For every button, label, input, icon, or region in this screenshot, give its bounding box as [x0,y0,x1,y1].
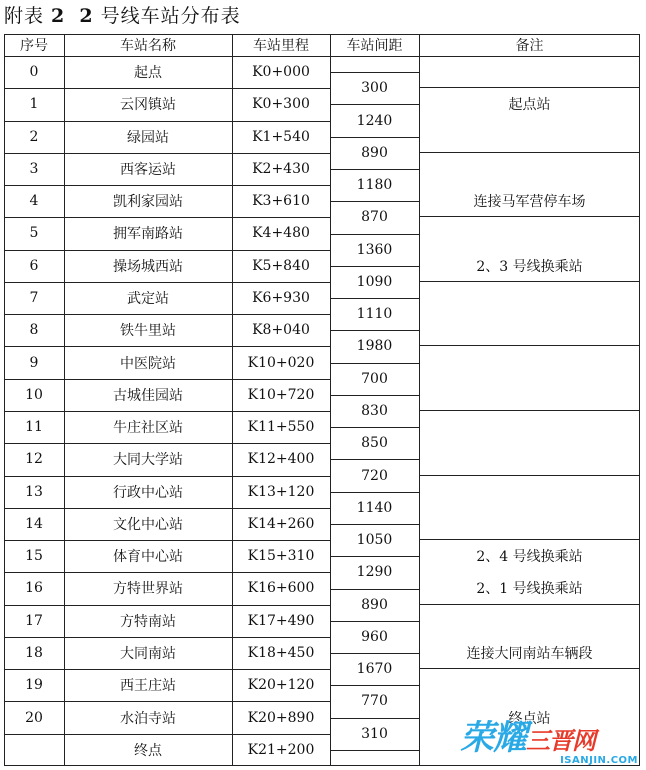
cell-mileage: K20+890 [247,709,315,726]
cell-mileage: K10+020 [247,354,315,371]
cell-station-name: 铁牛里站 [120,323,176,340]
cell-mileage: K20+120 [247,677,315,694]
cell-spacing: 720 [361,467,388,484]
spacing-divider [330,750,419,751]
cell-station-name: 方特南站 [120,613,176,630]
cell-mileage: K0+300 [252,96,310,113]
remark-divider [419,152,640,153]
cell-index: 8 [29,322,39,339]
cell-station-name: 拥军南路站 [113,226,183,243]
cell-index: 12 [25,451,43,468]
cell-index: 17 [25,612,43,629]
cell-spacing: 1110 [356,306,393,323]
cell-index: 4 [29,193,39,210]
cell-index: 9 [29,354,39,371]
cell-spacing: 870 [361,209,388,226]
cell-station-name: 起点 [134,65,162,82]
cell-mileage: K12+400 [247,451,315,468]
cell-spacing: 700 [361,370,388,387]
header-spacing: 车站间距 [346,38,403,54]
cell-station-name: 武定站 [127,291,169,308]
cell-index: 19 [25,677,43,694]
cell-station-name: 大同南站 [120,646,176,663]
cell-mileage: K2+430 [252,160,310,177]
cell-remark: 2、4 号线换乘站 [476,549,583,566]
cell-mileage: K21+200 [247,741,315,758]
title-prefix: 附表 [4,5,52,27]
cell-station-name: 古城佳园站 [113,387,183,404]
cell-spacing: 1180 [356,177,393,194]
cell-station-name: 方特世界站 [113,581,183,598]
cell-station-name: 大同大学站 [113,452,183,469]
cell-station-name: 绿园站 [127,129,169,146]
cell-spacing: 310 [361,725,388,742]
cell-spacing: 890 [361,596,388,613]
cell-remark: 2、3 号线换乘站 [476,258,583,275]
cell-index: 1 [29,96,39,113]
remark-divider [419,475,640,476]
cell-mileage: K10+720 [247,386,315,403]
cell-remark: 终点站 [508,710,551,727]
header-station-name: 车站名称 [120,38,176,54]
cell-index: 15 [25,548,43,565]
cell-mileage: K15+310 [247,548,315,565]
cell-station-name: 体育中心站 [113,549,183,566]
cell-index: 14 [25,515,43,532]
cell-index: 7 [29,290,39,307]
cell-station-name: 终点 [134,742,162,759]
cell-spacing: 960 [361,628,388,645]
cell-spacing: 1360 [356,241,393,258]
cell-index: 13 [25,483,43,500]
cell-station-name: 行政中心站 [113,484,183,501]
watermark-logo [460,718,640,766]
cell-index: 11 [25,419,43,436]
watermark-sub: ISANJIN.COM [560,755,638,766]
cell-spacing: 1240 [356,112,393,129]
cell-station-name: 文化中心站 [113,516,183,533]
watermark-main: 荣耀三晋网 [460,718,595,758]
watermark-red: 三晋网 [526,727,595,755]
title-table-number: 2 [51,5,66,27]
cell-index: 3 [29,160,39,177]
cell-station-name: 牛庄社区站 [113,420,183,437]
cell-remark: 2、1 号线换乘站 [476,581,583,598]
cell-station-name: 云冈镇站 [120,97,176,114]
cell-mileage: K4+480 [252,225,310,242]
cell-spacing: 1290 [356,564,393,581]
cell-spacing: 300 [361,80,388,97]
cell-mileage: K5+840 [252,257,310,274]
cell-mileage: K17+490 [247,612,315,629]
header-index: 序号 [20,38,48,54]
cell-index: 16 [25,580,43,597]
cell-index: 5 [29,225,39,242]
header-remark: 备注 [515,38,544,54]
title-gap [65,5,79,27]
table-title [4,3,241,29]
cell-index [4,734,64,766]
cell-station-name: 操场城西站 [113,258,183,275]
cell-index: 18 [25,645,43,662]
remark-divider [419,410,640,411]
cell-remark: 起点站 [508,97,551,114]
title-line-number: 2 [79,5,94,27]
cell-station-name: 西王庄站 [120,678,176,695]
cell-index: 10 [25,386,43,403]
cell-spacing: 830 [361,402,388,419]
cell-index: 0 [29,64,39,81]
cell-spacing: 1670 [356,661,393,678]
cell-spacing: 890 [361,144,388,161]
cell-spacing: 1090 [356,273,393,290]
cell-mileage: K14+260 [247,515,315,532]
cell-remark: 连接马军营停车场 [473,194,586,211]
cell-spacing: 1980 [356,338,393,355]
cell-spacing: 1050 [356,532,393,549]
cell-mileage: K16+600 [247,580,315,597]
cell-index: 2 [29,128,39,145]
cell-mileage: K13+120 [247,483,315,500]
station-table [4,34,640,766]
cell-index: 6 [29,257,39,274]
remark-divider [419,345,640,346]
title-rest: 号线车站分布表 [93,5,241,27]
cell-spacing: 1140 [356,499,393,516]
cell-spacing: 850 [361,435,388,452]
cell-mileage: K3+610 [252,193,310,210]
cell-station-name: 中医院站 [120,355,176,372]
cell-mileage: K6+930 [252,290,310,307]
cell-mileage: K11+550 [247,419,315,436]
cell-spacing: 770 [361,693,388,710]
cell-mileage: K18+450 [247,645,315,662]
cell-station-name: 凯利家园站 [113,194,183,211]
cell-remark: 连接大同南站车辆段 [466,646,593,663]
cell-station-name: 水泊寺站 [120,710,176,727]
header-mileage: 车站里程 [253,38,309,54]
cell-index: 20 [25,709,43,726]
cell-mileage: K0+000 [252,64,310,81]
cell-mileage: K1+540 [252,128,310,145]
cell-mileage: K8+040 [252,322,310,339]
cell-station-name: 西客运站 [120,161,176,178]
